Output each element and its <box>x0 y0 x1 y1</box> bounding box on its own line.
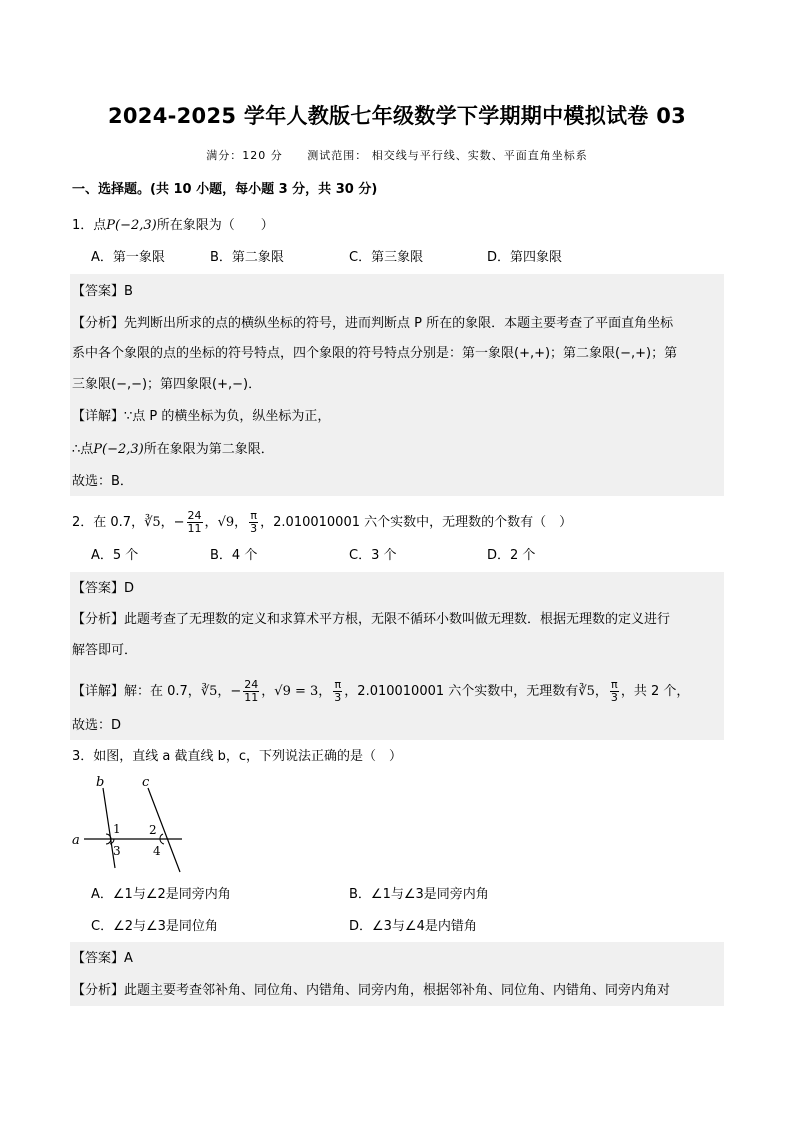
fraction-24-11: $\frac{24}{11}$ <box>187 509 202 535</box>
q1-option-d: D．第四象限 <box>487 250 563 265</box>
test-scope: 测试范围： 相交线与平行线、实数、平面直角坐标系 <box>307 149 588 162</box>
q1-option-a: A．第一象限 <box>91 250 165 265</box>
q1-answer: 【答案】B <box>72 284 133 299</box>
label-angle-2: 2 <box>149 823 157 837</box>
q1-detail-line-1: 【详解】∵点 P 的横坐标为负，纵坐标为正， <box>72 409 331 424</box>
q3-option-d: D．∠3与∠4是内错角 <box>349 919 477 934</box>
exam-meta <box>0 147 794 163</box>
q1-analysis-line-2: 系中各个象限的点的坐标的符号特点，四个象限的符号特点分别是：第一象限(+,+)；第二象限(−,+)；第 <box>72 346 678 361</box>
q3-option-c: C．∠2与∠3是同位角 <box>91 919 218 934</box>
q2-detail-line: 【详解】解：在 0.7，∛5，− $\frac{24}{11}$ ，√9 = 3， $\frac{\pi}{3}$ ，2.010010001 六个实数中，无理数有∛5， $\frac{\pi}{3}$ ，共 2 个， <box>72 678 690 704</box>
page-title: 2024-2025 学年人教版七年级数学下学期期中模拟试卷 03 <box>107 104 687 128</box>
label-angle-1: 1 <box>113 822 121 836</box>
q3-analysis-line-1: 【分析】此题主要考查邻补角、同位角、内错角、同旁内角，根据邻补角、同位角、内错角、同旁内角对 <box>72 983 671 998</box>
section-heading: 一、选择题。(共 10 小题，每小题 3 分，共 30 分) <box>72 182 378 197</box>
q2-choose: 故选：D <box>72 718 122 733</box>
sqrt-9: √9 <box>217 515 235 530</box>
question-3-stem: 3．如图，直线 a 截直线 b，c，下列说法正确的是（ ） <box>72 749 403 764</box>
q2-option-a: A．5 个 <box>91 548 139 563</box>
q1-analysis-line-1: 【分析】先判断出所求的点的横纵坐标的符号，进而判断点 P 所在的象限．本题主要考查了平面直角坐标 <box>72 316 674 331</box>
q2-analysis-line-2: 解答即可． <box>72 643 138 658</box>
label-a: a <box>72 833 80 848</box>
intersecting-lines-figure <box>70 772 200 882</box>
label-angle-3: 3 <box>113 844 121 858</box>
label-c: c <box>142 775 150 790</box>
q3-option-a: A．∠1与∠2是同旁内角 <box>91 887 231 902</box>
q1-option-c: C．第三象限 <box>349 250 424 265</box>
q1-analysis-line-3: 三象限(−,−)；第四象限(+,−)． <box>72 377 262 392</box>
question-1-stem: 1．点P(−2,3)所在象限为（ ） <box>72 218 274 233</box>
q2-option-b: B．4 个 <box>210 548 258 563</box>
q1-option-b: B．第二象限 <box>210 250 284 265</box>
full-score: 满分：120 分 <box>206 149 283 162</box>
q2-option-d: D．2 个 <box>487 548 536 563</box>
cbrt-5: ∛5 <box>144 515 161 530</box>
q3-answer: 【答案】A <box>72 951 133 966</box>
q2-solution-box <box>70 572 724 740</box>
q2-option-c: C．3 个 <box>349 548 397 563</box>
question-2-stem: 2．在 0.7，∛5，− $\frac{24}{11}$ ，√9， $\frac{\pi}{3}$ ，2.010010001 六个实数中，无理数的个数有（ ） <box>72 509 573 535</box>
q2-answer: 【答案】D <box>72 581 135 596</box>
fraction-pi-3: $\frac{\pi}{3}$ <box>250 509 258 535</box>
label-b: b <box>96 775 105 790</box>
q1-detail-line-2: ∴点P(−2,3)所在象限为第二象限． <box>72 442 274 457</box>
q3-option-b: B．∠1与∠3是同旁内角 <box>349 887 489 902</box>
q2-analysis-line-1: 【分析】此题考查了无理数的定义和求算术平方根，无限不循环小数叫做无理数．根据无理数的定义进行 <box>72 612 671 627</box>
q1-choose: 故选：B． <box>72 474 133 489</box>
angle-arc-2 <box>160 834 163 839</box>
point-p: P(−2,3) <box>106 218 157 233</box>
label-angle-4: 4 <box>153 844 161 858</box>
